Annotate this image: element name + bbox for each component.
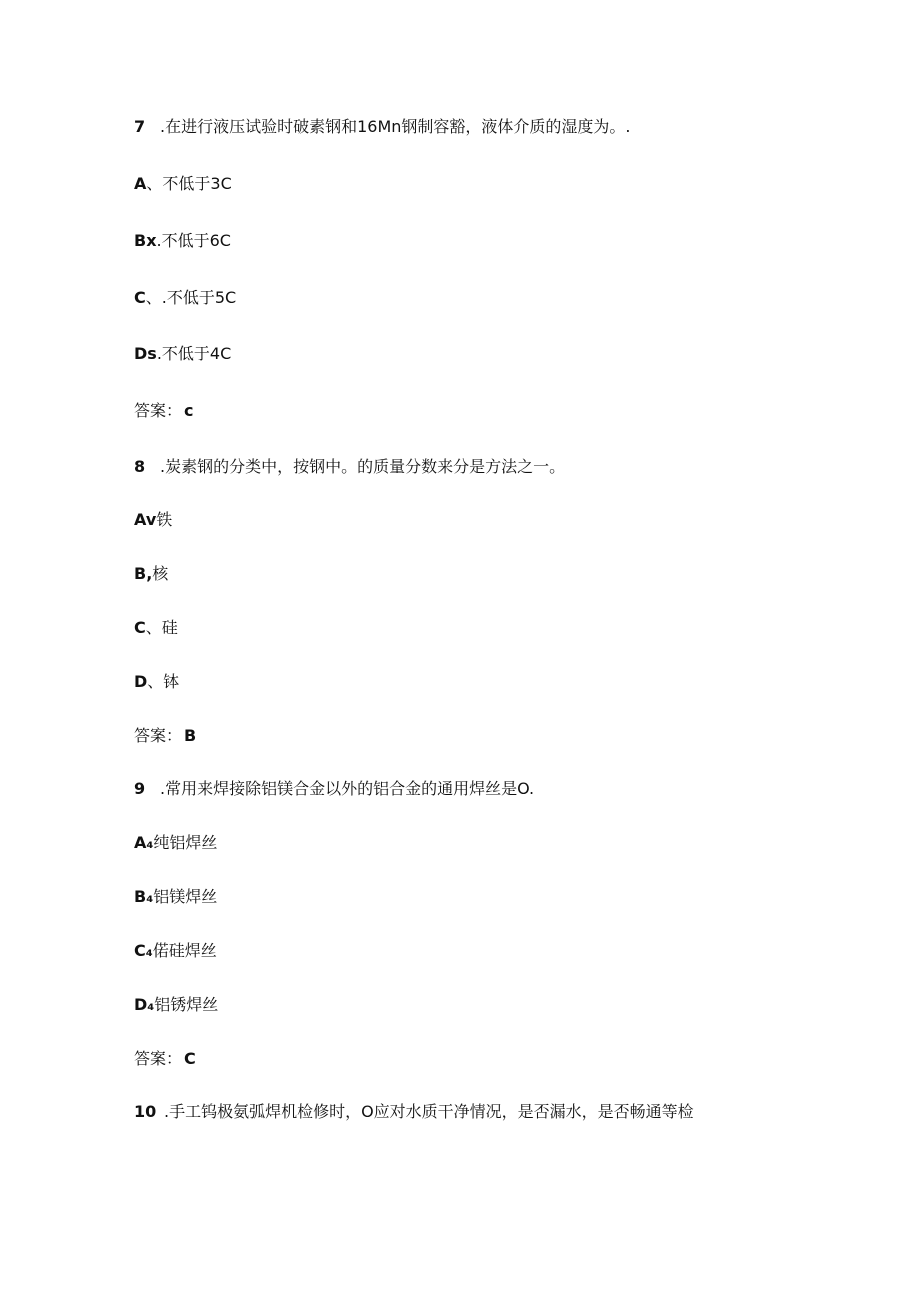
question-text: .常用来焊接除铝镁合金以外的铝合金的通用焊丝是O.: [160, 779, 535, 798]
option-7c: [134, 287, 236, 309]
question-number: 7: [134, 117, 146, 136]
option-9c: [134, 940, 217, 962]
answer-8: [134, 725, 196, 747]
question-text: .在进行液压试验时破素钢和16Mn钢制容豁，液体介质的湿度为。.: [160, 117, 631, 136]
option-label: Bx: [134, 231, 157, 250]
option-label: C: [134, 288, 146, 307]
option-text: 铝镁焊丝: [153, 887, 218, 906]
option-7d: [134, 343, 231, 365]
option-label: D: [134, 672, 148, 691]
question-number: 8: [134, 457, 146, 476]
answer-9: [134, 1048, 196, 1070]
answer-value: C: [184, 1049, 196, 1068]
question-8: [134, 456, 565, 478]
question-9: [134, 778, 534, 800]
option-label: A: [134, 174, 147, 193]
answer-label: 答案：: [134, 401, 183, 420]
answer-value: c: [184, 401, 194, 420]
question-text: .手工钨极氨弧焊机检修时，O应对水质干净情况，是否漏水，是否畅通等检: [164, 1102, 694, 1121]
option-text: 铁: [156, 510, 173, 529]
answer-7: [134, 400, 194, 422]
option-8c: [134, 617, 178, 639]
option-label: C: [134, 618, 146, 637]
answer-label: 答案：: [134, 1049, 183, 1068]
option-7b: [134, 230, 231, 252]
question-number: 9: [134, 779, 146, 798]
option-text: 核: [152, 564, 169, 583]
question-text: .炭素钢的分类中，按钢中。的质量分数来分是方法之一。: [160, 457, 566, 476]
option-8a: [134, 509, 172, 531]
answer-value: B: [184, 726, 197, 745]
option-text: 纯铝焊丝: [153, 833, 218, 852]
option-label: B₄: [134, 887, 154, 906]
question-10: [134, 1101, 694, 1123]
option-label: C₄: [134, 941, 153, 960]
option-text: .不低于4C: [156, 344, 232, 363]
option-9b: [134, 886, 217, 908]
option-text: 、钵: [147, 672, 180, 691]
option-text: .不低于6C: [156, 231, 231, 250]
option-label: Ds: [134, 344, 157, 363]
option-text: 、.不低于5C: [145, 288, 237, 307]
option-label: Av: [134, 510, 157, 529]
option-8b: [134, 563, 168, 585]
question-number: 10: [134, 1102, 157, 1121]
option-9a: [134, 832, 217, 854]
option-9d: [134, 994, 218, 1016]
question-7: [134, 116, 630, 138]
option-8d: [134, 671, 179, 693]
answer-label: 答案：: [134, 726, 183, 745]
option-label: D₄: [134, 995, 155, 1014]
option-text: 、不低于3C: [146, 174, 232, 193]
option-text: 偌硅焊丝: [152, 941, 217, 960]
option-7a: [134, 173, 232, 195]
option-text: 、硅: [145, 618, 178, 637]
option-label: A₄: [134, 833, 154, 852]
option-text: 铝锈焊丝: [154, 995, 219, 1014]
option-label: B,: [134, 564, 153, 583]
